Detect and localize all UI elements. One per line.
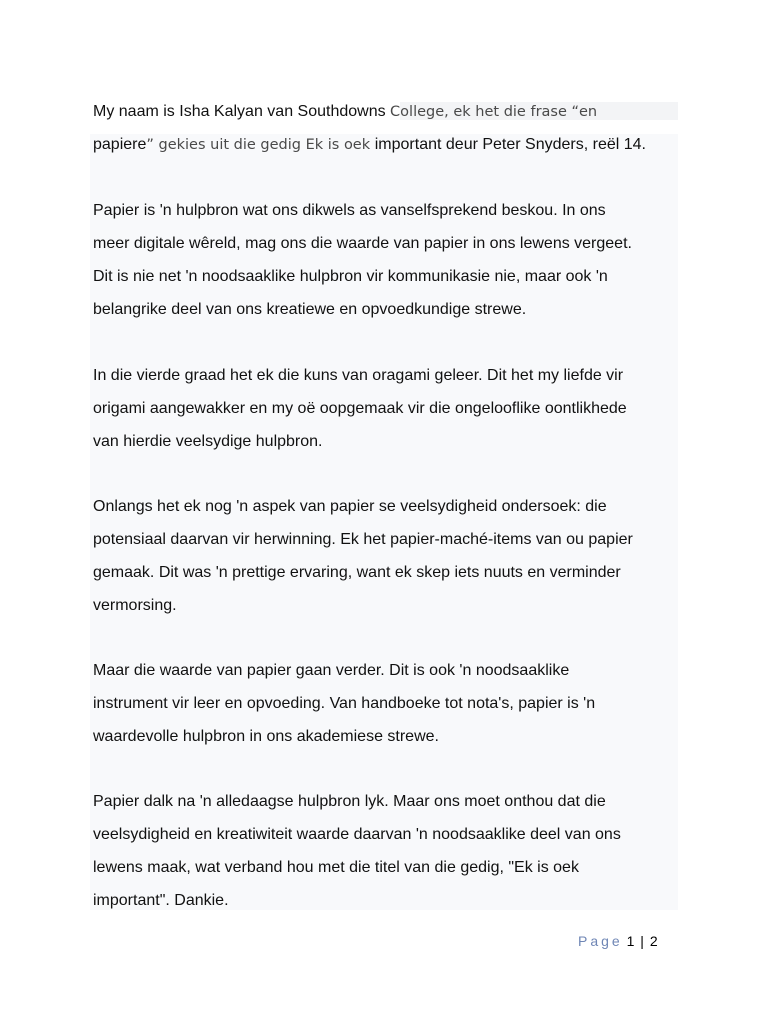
paragraph-line: van hierdie veelsydige hulpbron.	[93, 433, 323, 450]
paragraph-line: veelsydigheid en kreatiwiteit waarde daarvan 'n noodsaaklike deel van ons	[93, 826, 621, 843]
body-paragraph	[93, 359, 683, 458]
intro-text: important deur Peter Snyders, reël 14.	[374, 136, 646, 153]
paragraph-line: Papier is 'n hulpbron wat ons dikwels as vanselfsprekend beskou. In ons	[93, 202, 606, 219]
paragraph-line: Papier dalk na 'n alledaagse hulpbron lyk. Maar ons moet onthou dat die	[93, 793, 606, 810]
paragraph-line: potensiaal daarvan vir herwinning. Ek het papier-maché-items van ou papier	[93, 531, 633, 548]
intro-paragraph	[93, 95, 683, 161]
paragraph-line: gemaak. Dit was 'n prettige ervaring, want ek skep iets nuuts en verminder	[93, 564, 621, 581]
page-separator: |	[640, 933, 644, 949]
paragraph-line: Dit is nie net 'n noodsaaklike hulpbron vir kommunikasie nie, maar ook 'n	[93, 268, 608, 285]
body-paragraph	[93, 654, 683, 753]
intro-line-2	[93, 128, 683, 161]
current-page-number: 1	[626, 933, 635, 949]
paragraph-line: instrument vir leer en opvoeding. Van handboeke tot nota's, papier is 'n	[93, 695, 596, 712]
paragraph-line: meer digitale wêreld, mag ons die waarde van papier in ons lewens vergeet.	[93, 235, 632, 252]
body-paragraph	[93, 194, 683, 326]
paragraph-line: waardevolle hulpbron in ons akademiese strewe.	[93, 728, 439, 745]
intro-text: My naam is Isha Kalyan van Southdowns	[93, 103, 391, 120]
intro-text: papiere	[93, 136, 147, 153]
paragraph-line: Maar die waarde van papier gaan verder. Dit is ook 'n noodsaaklike	[93, 662, 570, 679]
intro-text-light: College, ek het die frase “en	[390, 104, 598, 120]
page-label: Page	[578, 933, 623, 949]
intro-text-light: ” gekies uit die gedig Ek is oek	[146, 137, 375, 153]
paragraph-line: important". Dankie.	[93, 892, 229, 909]
paragraph-line: belangrike deel van ons kreatiewe en opvoedkundige strewe.	[93, 301, 527, 318]
body-paragraph	[93, 785, 683, 917]
page-number-footer	[578, 933, 658, 949]
paragraph-line: lewens maak, wat verband hou met die titel van die gedig, "Ek is oek	[93, 859, 579, 876]
total-page-number: 2	[649, 933, 658, 949]
intro-line-1	[93, 95, 683, 128]
paragraph-line: origami aangewakker en my oë oopgemaak vir die ongelooflike oontlikhede	[93, 400, 627, 417]
paragraph-line: In die vierde graad het ek die kuns van oragami geleer. Dit het my liefde vir	[93, 367, 624, 384]
body-paragraph	[93, 490, 683, 622]
paragraph-line: vermorsing.	[93, 597, 177, 614]
paragraph-line: Onlangs het ek nog 'n aspek van papier se veelsydigheid ondersoek: die	[93, 498, 607, 515]
